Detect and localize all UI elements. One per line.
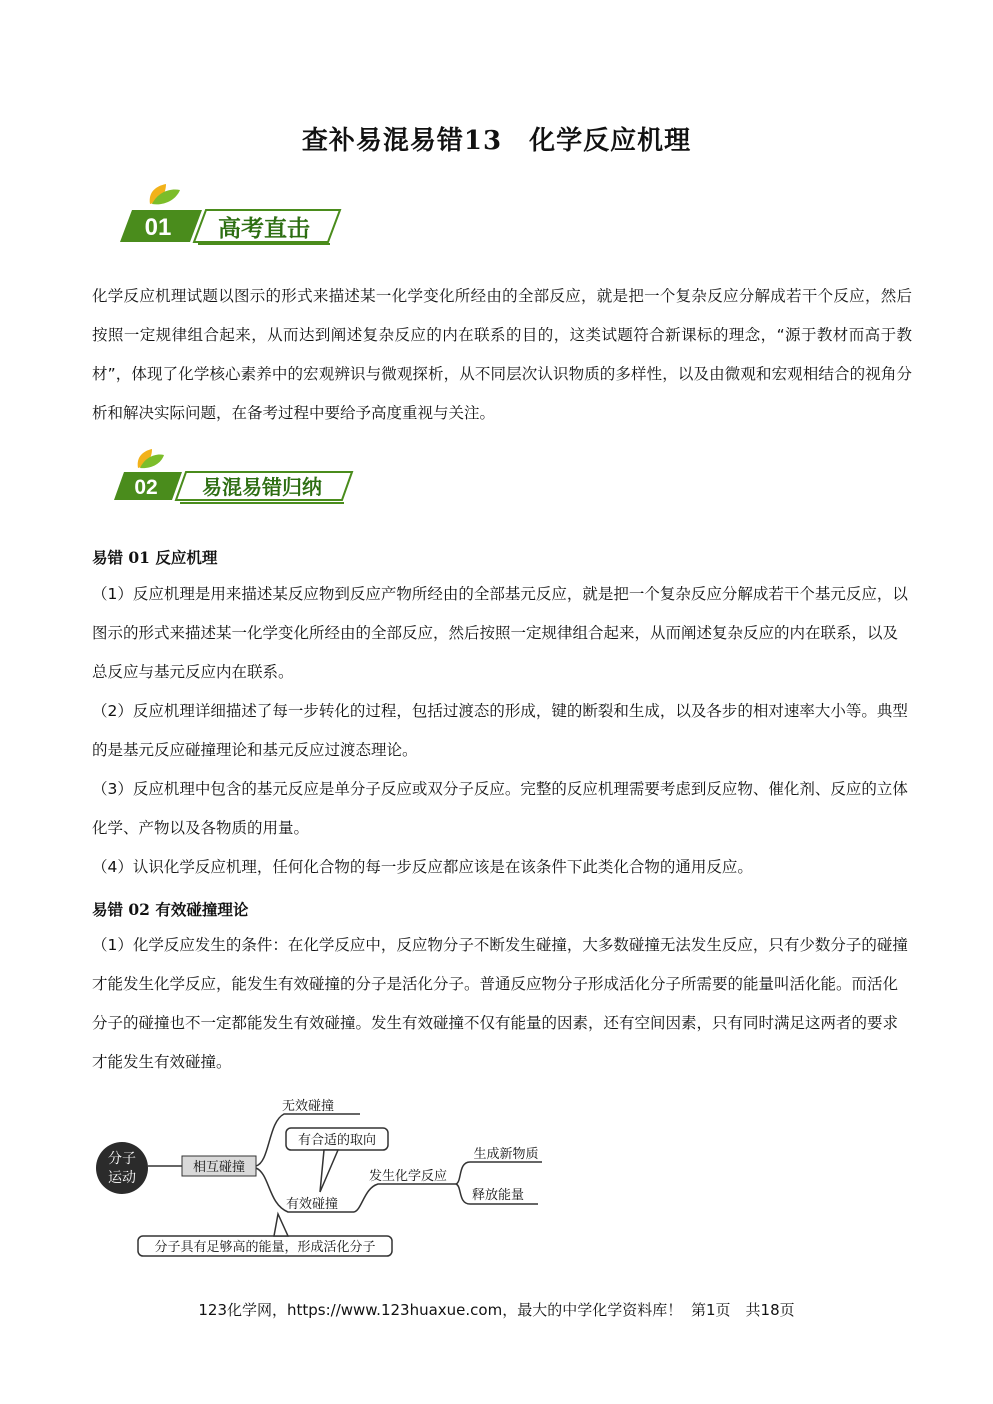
page-footer (0, 1299, 993, 1320)
root-label-2: 运动 (108, 1170, 136, 1186)
new-substance-node: 生成新物质 (473, 1147, 539, 1162)
section-number: 01 (144, 214, 172, 241)
error-02-item-1: （1）化学反应发生的条件：在化学反应中，反应物分子不断发生碰撞，大多数碰撞无法发生反应，只有少数分子的碰撞才能发生化学反应，能发生有效碰撞的分子是活化分子。普通反应物分子形成活化分子所需要的能量叫活化能。而活化分子的碰撞也不一定都能发生有效碰撞。发生有效碰撞不仅有能量的因素，还有空间因素，只有同时满足这两者的要求才能发生有效碰撞。 (92, 936, 908, 1071)
activated-molecule-node: 分子具有足够高的能量，形成活化分子 (154, 1240, 376, 1255)
collision-node: 相互碰撞 (192, 1160, 246, 1175)
footer-site: 123化学网，https://www.123huaxue.com，最大的中学化学资料库！ (198, 1301, 683, 1319)
effective-node: 有效碰撞 (285, 1197, 339, 1212)
leaf-icon (138, 449, 164, 468)
section-banner-02 (112, 448, 362, 506)
error-01-item-2: （2）反应机理详细描述了每一步转化的过程，包括过渡态的形成，键的断裂和生成，以及各步的相对速率大小等。典型的是基元反应碰撞理论和基元反应过渡态理论。 (92, 702, 908, 759)
error-02-heading: 易错 02 有效碰撞理论 (92, 900, 249, 919)
error-01-item-3: （3）反应机理中包含的基元反应是单分子反应或双分子反应。完整的反应机理需要考虑到反应物、催化剂、反应的立体化学、产物以及各物质的用量。 (92, 780, 908, 837)
section-label: 易混易错归纳 (202, 475, 322, 499)
collision-theory-diagram (92, 1092, 552, 1262)
error-01-heading: 易错 01 反应机理 (92, 548, 218, 567)
orientation-node: 有合适的取向 (297, 1133, 377, 1148)
leaf-icon (150, 184, 180, 204)
page-title: 查补易混易错13 化学反应机理 (301, 126, 692, 156)
error-01-item-1: （1）反应机理是用来描述某反应物到反应产物所经由的全部基元反应，就是把一个复杂反应分解成若干个基元反应，以图示的形式来描述某一化学变化所经由的全部反应，然后按照一定规律组合起来，从而阐述复杂反应的内在联系，以及总反应与基元反应内在联系。 (92, 585, 908, 681)
reaction-node: 发生化学反应 (368, 1169, 448, 1184)
section-label: 高考直击 (218, 216, 310, 242)
root-label-1: 分子 (108, 1151, 136, 1167)
error-01-item-4: （4）认识化学反应机理，任何化合物的每一步反应都应该是在该条件下此类化合物的通用反应。 (92, 858, 753, 876)
root-node (96, 1142, 148, 1194)
energy-release-node: 释放能量 (471, 1188, 525, 1203)
section-banner-01 (118, 182, 348, 246)
footer-page-number: 第1页 共18页 (691, 1301, 795, 1319)
intro-paragraph: 化学反应机理试题以图示的形式来描述某一化学变化所经由的全部反应，就是把一个复杂反应分解成若干个反应，然后按照一定规律组合起来，从而达到阐述复杂反应的内在联系的目的，这类试题符合新课标的理念，“源于教材而高于教材”，体现了化学核心素养中的宏观辨识与微观探析，从不同层次认识物质的多样性，以及由微观和宏观相结合的视角分析和解决实际问题，在备考过程中要给予高度重视与关注。 (92, 287, 912, 422)
section-number: 02 (134, 476, 158, 499)
ineffective-node: 无效碰撞 (281, 1099, 335, 1114)
